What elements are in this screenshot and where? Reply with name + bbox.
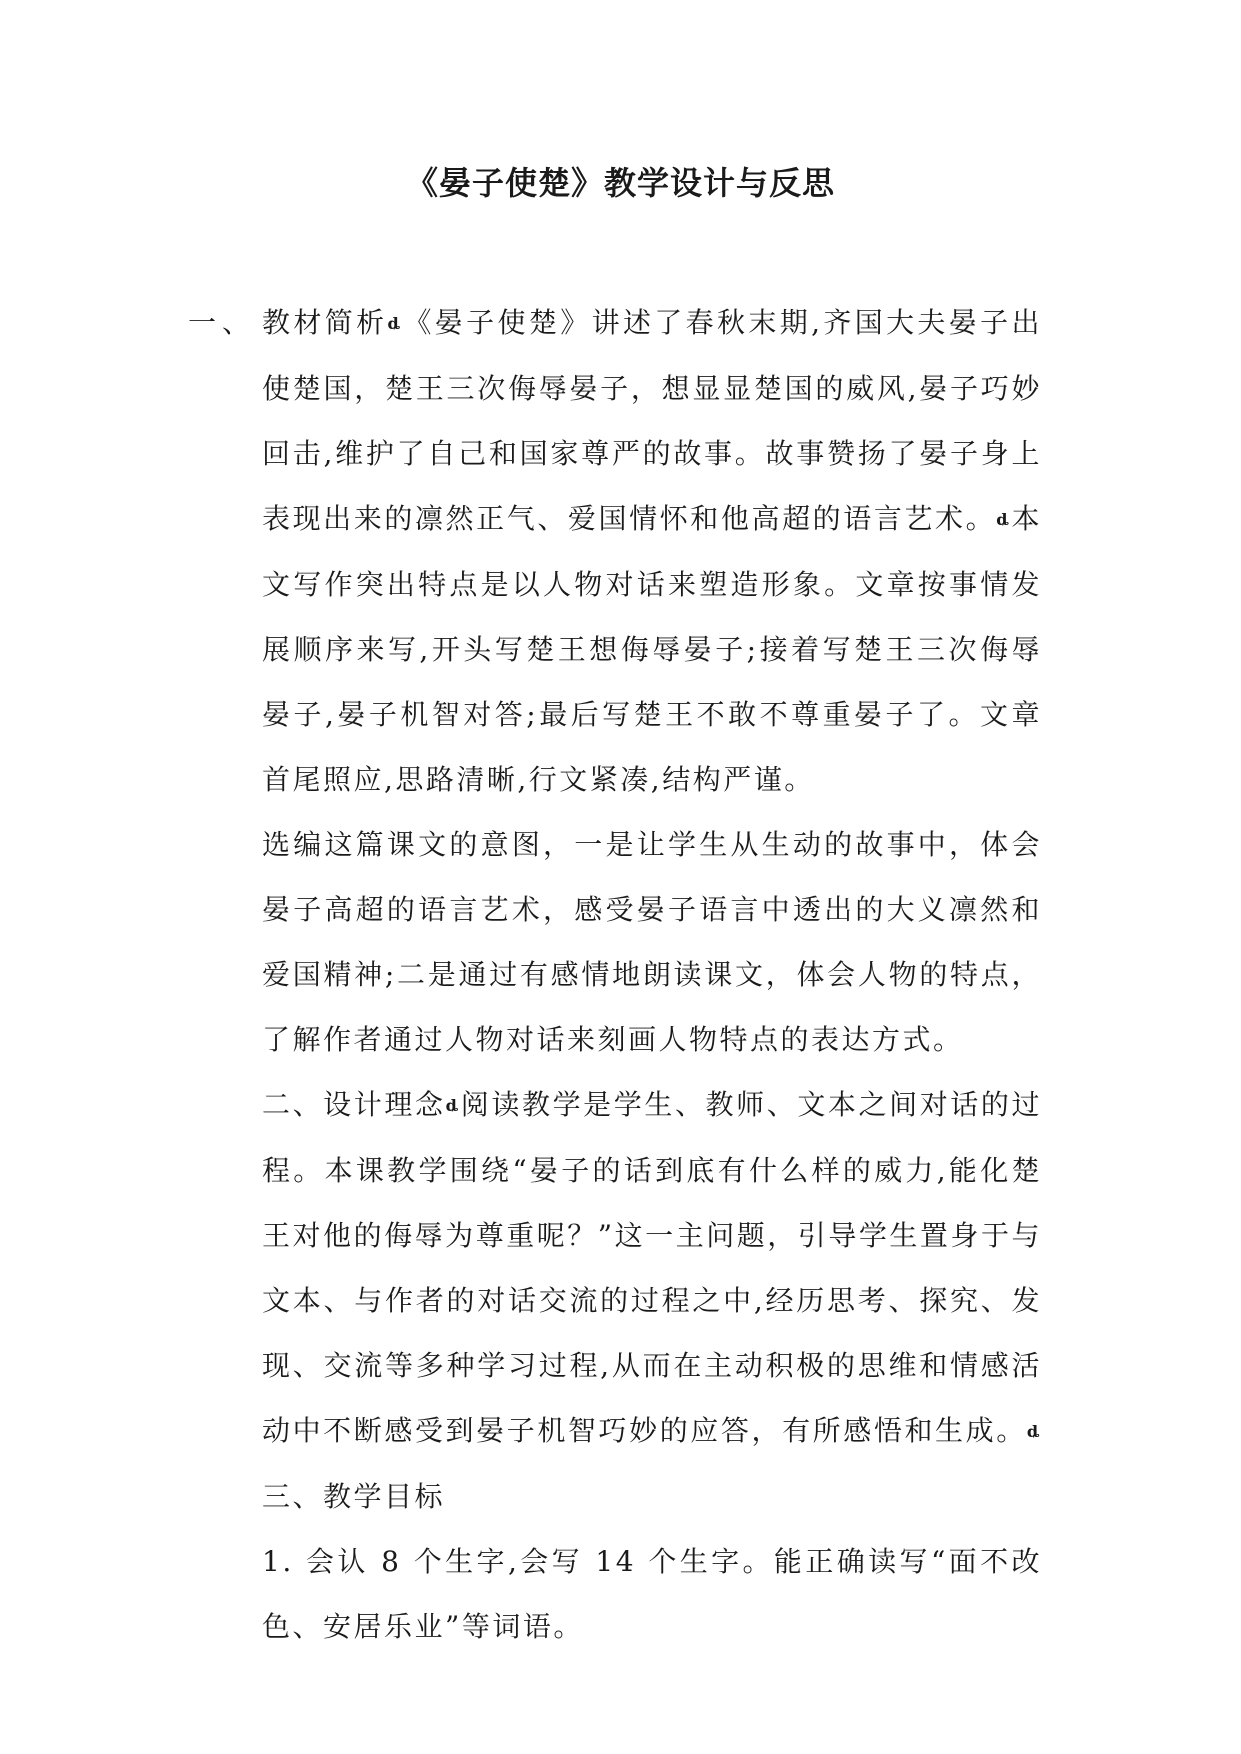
paragraph-design-concept [262,1072,1042,1529]
paragraph-intent: 选编这篇课文的意图，一是让学生从生动的故事中，体会晏子高超的语言艺术，感受晏子语言中透出的大义凛然和爱国精神;二是通过有感情地朗读课文，体会人物的特点，了解作者通过人物对话来刻画人物特点的表达方式。 [262,828,1042,1056]
paragraph-goal-one: 1. 会认 8 个生字,会写 14 个生字。能正确读写“面不改色、安居乐业”等词语。 [262,1545,1042,1643]
paragraph-text: 本文写作突出特点是以人物对话来塑造形象。文章按事情发展顺序来写,开头写楚王想侮辱晏子;接着写楚王三次侮辱晏子,晏子机智对答;最后写楚王不敢不尊重晏子了。文章首尾照应,思路清晰,行文紧凑,结构严谨。 [262,502,1042,796]
paragraph-text: 阅读教学是学生、教师、文本之间对话的过程。本课教学围绕“晏子的话到底有什么样的威力,能化楚王对他的侮辱为尊重呢？”这一主问题，引导学生置身于与文本、与作者的对话交流的过程之中,经历思考、探究、发现、交流等多种学习过程,从而在主动积极的思维和情感活动中不断感受到晏子机智巧妙的应答，有所感悟和生成。 [262,1088,1042,1447]
paragraph-mark-icon: ȡ [387,314,403,333]
paragraph-mark-icon: ȡ [445,1096,461,1115]
paragraph-textbook-analysis [262,290,1042,812]
paragraph-text: 《晏子使楚》讲述了春秋末期,齐国大夫晏子出使楚国，楚王三次侮辱晏子，想显显楚国的威风,晏子巧妙回击,维护了自己和国家尊严的故事。故事赞扬了晏子身上表现出来的凛然正气、爱国情怀和他高超的语言艺术。 [262,306,1042,535]
document-body [262,290,1042,1659]
paragraph-mark-icon: ȡ [1026,1422,1042,1441]
heading-teaching-goals: 三、教学目标 [262,1480,446,1513]
section-number-one: 一、 [188,306,257,339]
heading-design-concept: 二、设计理念 [262,1088,446,1121]
heading-textbook-analysis: 教材简析 [262,306,388,339]
paragraph-mark-icon: ȡ [996,510,1012,529]
document-title: 《晏子使楚》教学设计与反思 [405,164,835,202]
